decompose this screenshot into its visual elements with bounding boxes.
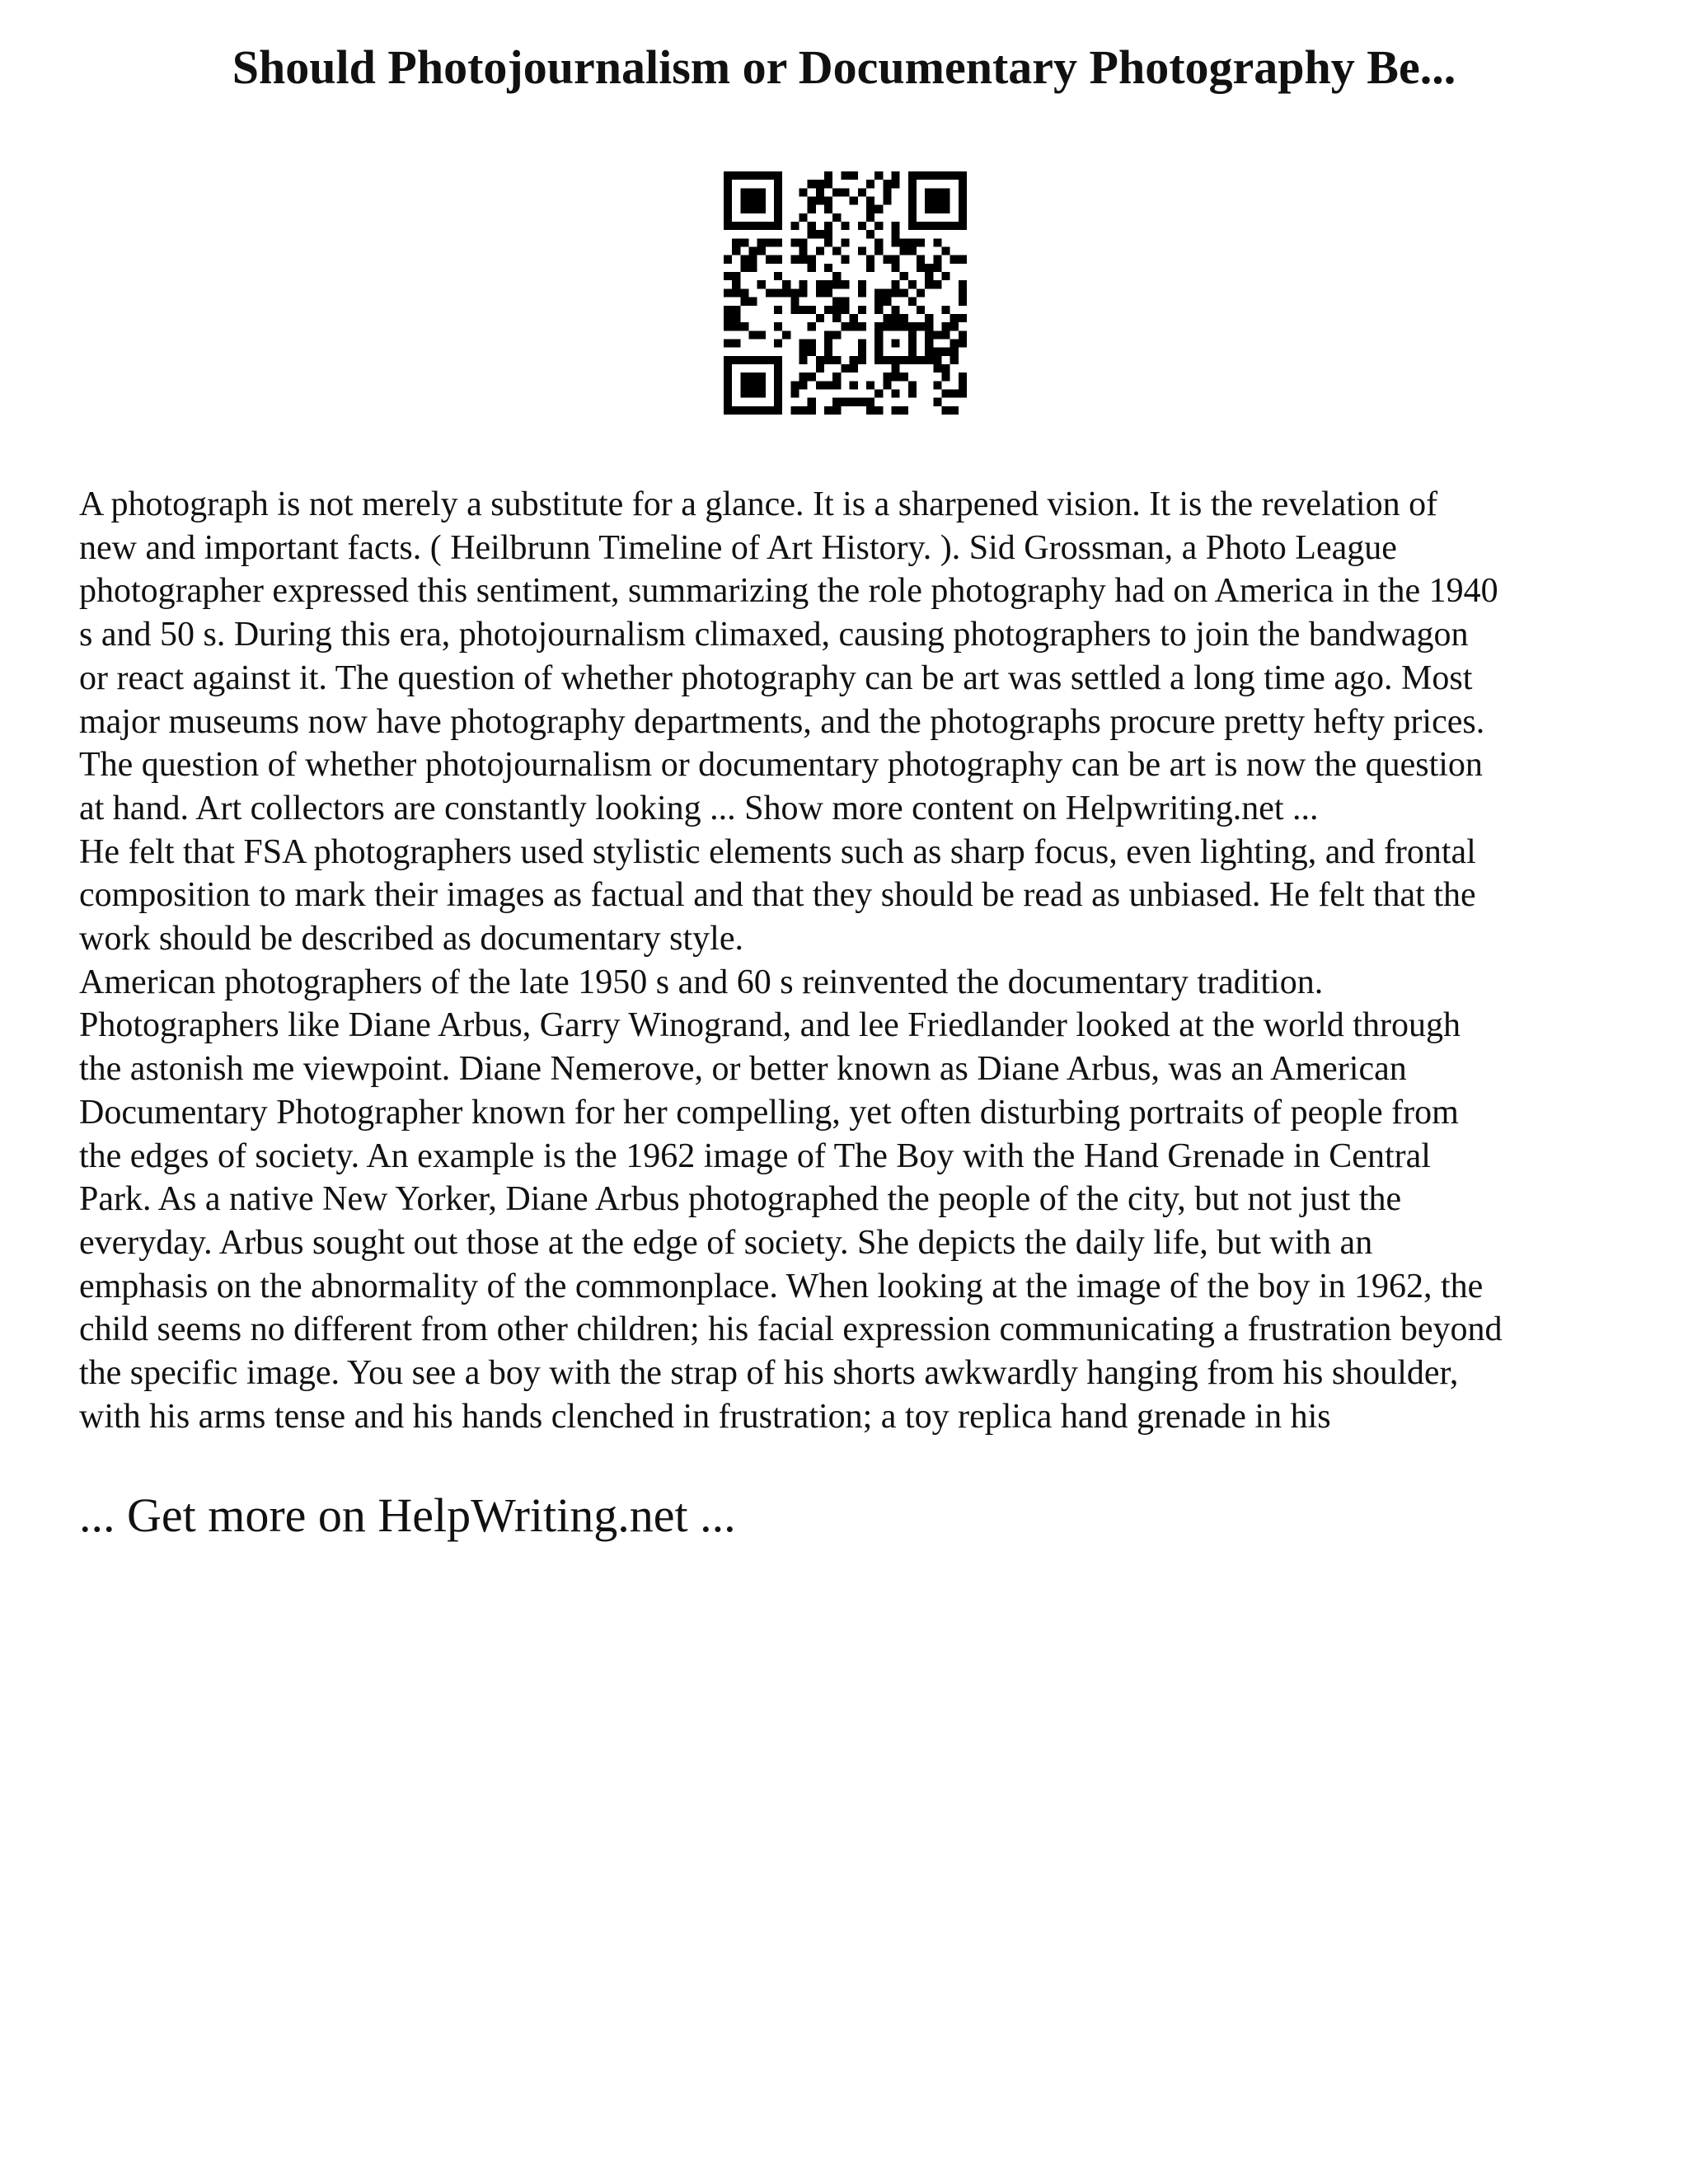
paragraph-3-line: Documentary Photographer known for her compelling, yet often disturbing portraits of people from [79,1093,1459,1132]
paragraph-2-line: composition to mark their images as factual and that they should be read as unbiased. He felt that the [79,876,1476,915]
paragraph-3-line: Park. As a native New Yorker, Diane Arbus photographed the people of the city, but not just the [79,1180,1402,1219]
paragraph-3-line: everyday. Arbus sought out those at the edge of society. She depicts the daily life, but with an [79,1223,1373,1262]
article-body [79,483,1629,1438]
paragraph-3-line: American photographers of the late 1950 s and 60 s reinvented the documentary tradition. [79,963,1324,1001]
paragraph-1-line: new and important facts. ( Heilbrunn Timeline of Art History. ). Sid Grossman, a Photo League [79,528,1397,567]
qr-code-icon [724,171,967,415]
paragraph-3-line: Photographers like Diane Arbus, Garry Winogrand, and lee Friedlander looked at the world through [79,1006,1461,1045]
paragraph-1-line: at hand. Art collectors are constantly looking ... Show more content on Helpwriting.net ... [79,789,1319,827]
paragraph-3-line: emphasis on the abnormality of the commonplace. When looking at the image of the boy in 1962, the [79,1267,1484,1305]
paragraph-3-line: the specific image. You see a boy with the strap of his shorts awkwardly hanging from his shoulder, [79,1354,1459,1393]
page-title: Should Photojournalism or Documentary Photography Be... [232,40,1456,94]
paragraph-1-line: photographer expressed this sentiment, summarizing the role photography had on America in the 1940 [79,572,1498,611]
paragraph-1-line: The question of whether photojournalism or documentary photography can be art is now the question [79,746,1483,785]
paragraph-1-line: s and 50 s. During this era, photojournalism climaxed, causing photographers to join the bandwagon [79,616,1469,654]
paragraph-3-line: with his arms tense and his hands clenched in frustration; a toy replica hand grenade in his [79,1397,1331,1436]
paragraph-3-line: the astonish me viewpoint. Diane Nemerove, or better known as Diane Arbus, was an American [79,1050,1407,1089]
paragraph-2-line: He felt that FSA photographers used stylistic elements such as sharp focus, even lighting, and frontal [79,832,1476,871]
qr-code-graphic [724,171,967,415]
paragraph-1-line: major museums now have photography departments, and the photographs procure pretty hefty prices. [79,702,1485,741]
get-more-link[interactable]: ... Get more on HelpWriting.net ... [79,1488,736,1542]
paragraph-1-line: or react against it. The question of whether photography can be art was settled a long time ago. Most [79,658,1473,697]
paragraph-2-line: work should be described as documentary style. [79,920,743,958]
paragraph-3-line: child seems no different from other children; his facial expression communicating a frustration beyond [79,1310,1503,1349]
paragraph-1-line: A photograph is not merely a substitute for a glance. It is a sharpened vision. It is the revelation of [79,485,1438,523]
paragraph-3-line: the edges of society. An example is the 1962 image of The Boy with the Hand Grenade in Central [79,1137,1431,1175]
